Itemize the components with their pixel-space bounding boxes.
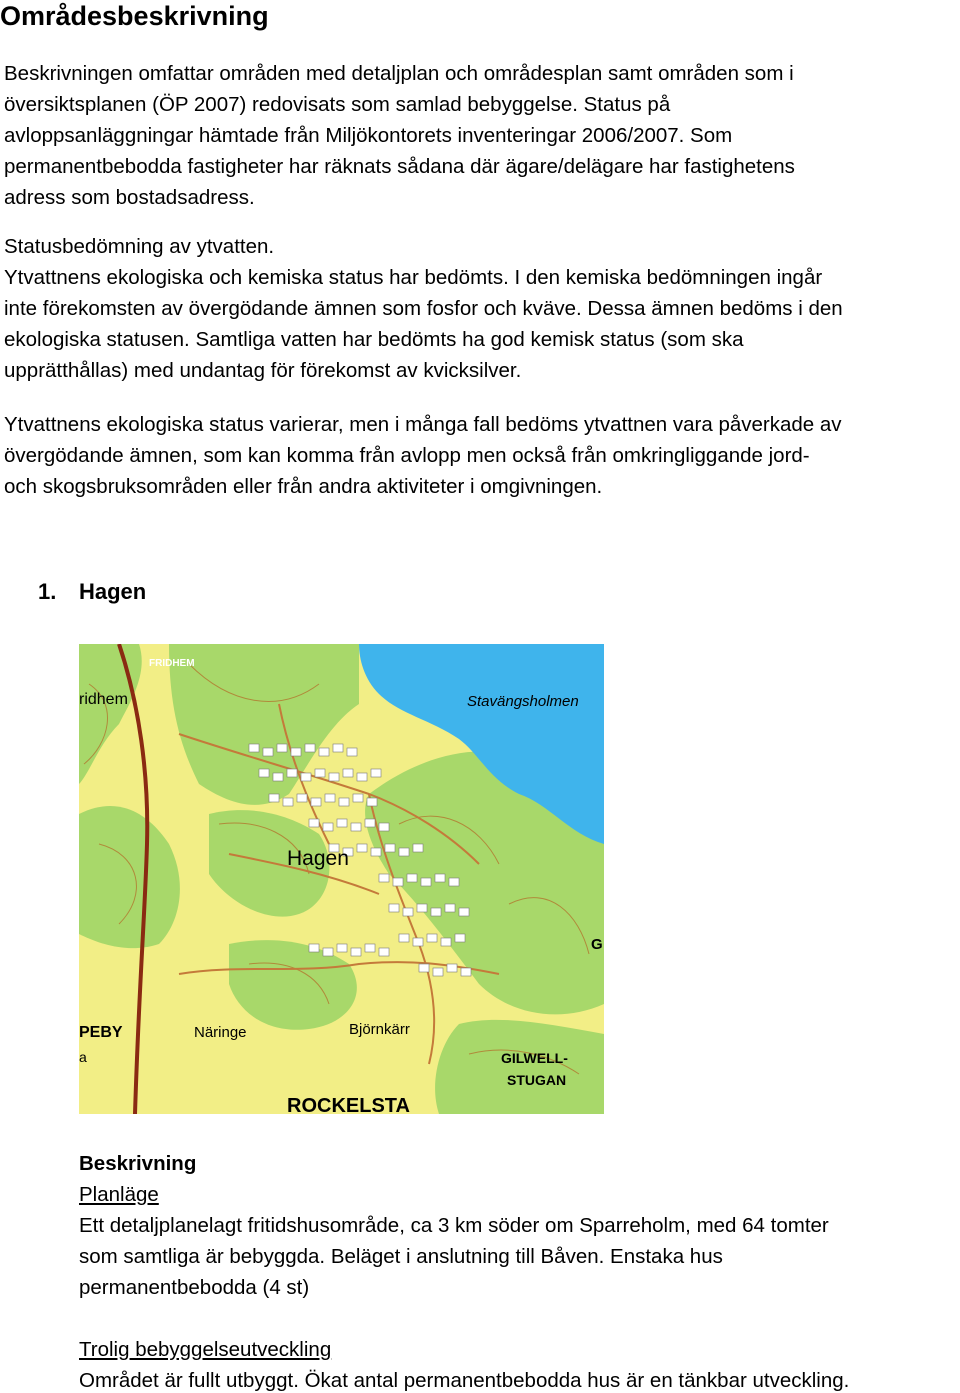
- status-line: Ytvattnens ekologiska och kemiska status har bedömts. I den kemiska bedömningen ingår: [4, 266, 823, 289]
- map-plot: [351, 823, 361, 831]
- map-label-stugan: STUGAN: [507, 1072, 567, 1088]
- map-plot: [413, 844, 423, 852]
- map-label-fridhem-left: ridhem: [79, 691, 128, 708]
- status-heading: Statusbedömning av ytvatten.: [4, 235, 275, 258]
- map-plot: [343, 769, 353, 777]
- map-plot: [379, 948, 389, 956]
- map-plot: [319, 748, 329, 756]
- area-map: [79, 644, 604, 1114]
- ecological-paragraph: [4, 409, 956, 502]
- map-plot: [379, 823, 389, 831]
- status-line: ekologiska statusen. Samtliga vatten har bedömts ha god kemisk status (som ska: [4, 328, 744, 351]
- map-plot: [357, 844, 367, 852]
- planlage-line: Ett detaljplanelagt fritidshusområde, ca 3 km söder om Sparreholm, med 64 tomter: [79, 1214, 829, 1237]
- status-line: inte förekomsten av övergödande ämnen som fosfor och kväve. Dessa ämnen bedöms i den: [4, 297, 843, 320]
- map-plot: [329, 773, 339, 781]
- beskrivning-heading: Beskrivning: [79, 1152, 197, 1175]
- map-plot: [407, 874, 417, 882]
- map-plot: [339, 798, 349, 806]
- map-plot: [263, 748, 273, 756]
- map-plot: [323, 948, 333, 956]
- map-plot: [421, 878, 431, 886]
- map-plot: [449, 878, 459, 886]
- map-plot: [385, 844, 395, 852]
- map-label-gilwell: GILWELL-: [501, 1050, 568, 1066]
- map-plot: [269, 794, 279, 802]
- section-heading: [38, 576, 146, 608]
- map-plot: [297, 794, 307, 802]
- development-block: [79, 1334, 959, 1393]
- map-plot: [291, 748, 301, 756]
- map-plot: [445, 904, 455, 912]
- map-label-bjornkarr: Björnkärr: [349, 1021, 410, 1038]
- map-plot: [379, 874, 389, 882]
- map-plot: [347, 748, 357, 756]
- map-plot: [399, 934, 409, 942]
- map-plot: [413, 938, 423, 946]
- map-plot: [311, 798, 321, 806]
- map-label-rockelsta: ROCKELSTA: [287, 1095, 410, 1114]
- map-plot: [309, 944, 319, 952]
- map-plot: [461, 968, 471, 976]
- map-label-stavangsholmen: Stavängsholmen: [467, 693, 579, 710]
- intro-line: översiktsplanen (ÖP 2007) redovisats som samlad bebyggelse. Status på: [4, 93, 671, 116]
- map-plot: [323, 823, 333, 831]
- map-plot: [305, 744, 315, 752]
- map-plot: [389, 904, 399, 912]
- map-plot: [459, 908, 469, 916]
- map-plot: [419, 964, 429, 972]
- page-title: Områdesbeskrivning: [0, 1, 269, 31]
- eco-line: Ytvattnens ekologiska status varierar, men i många fall bedöms ytvattnen vara påverkade av: [4, 413, 842, 436]
- planlage-line: som samtliga är bebyggda. Beläget i anslutning till Båven. Enstaka hus: [79, 1245, 723, 1268]
- map-plot: [417, 904, 427, 912]
- map-plot: [435, 874, 445, 882]
- status-paragraph: [4, 231, 956, 386]
- map-plot: [393, 878, 403, 886]
- map-plot: [309, 819, 319, 827]
- map-plot: [333, 744, 343, 752]
- map-label-a: a: [79, 1049, 87, 1065]
- map-plot: [287, 769, 297, 777]
- map-label-hagen: Hagen: [287, 847, 349, 870]
- map-plot: [337, 944, 347, 952]
- planlage-heading: Planläge: [79, 1183, 159, 1206]
- map-plot: [433, 968, 443, 976]
- map-plot: [367, 798, 377, 806]
- description-block: [79, 1148, 959, 1303]
- map-plot: [249, 744, 259, 752]
- map-plot: [273, 773, 283, 781]
- map-plot: [277, 744, 287, 752]
- intro-paragraph: [4, 58, 956, 213]
- map-plot: [455, 934, 465, 942]
- map-plot: [325, 794, 335, 802]
- map-label-naringe: Näringe: [194, 1024, 247, 1041]
- planlage-line: permanentbebodda (4 st): [79, 1276, 310, 1299]
- intro-line: Beskrivningen omfattar områden med detaljplan och områdesplan samt områden som i: [4, 62, 794, 85]
- map-plot: [365, 819, 375, 827]
- map-plot: [431, 908, 441, 916]
- map-plot: [427, 934, 437, 942]
- map-graphic: [79, 644, 604, 1114]
- map-plot: [283, 798, 293, 806]
- map-label-fridhem: FRIDHEM: [149, 658, 195, 669]
- eco-line: och skogsbruksområden eller från andra aktiviteter i omgivningen.: [4, 475, 603, 498]
- map-plot: [301, 773, 311, 781]
- map-plot: [357, 773, 367, 781]
- map-plot: [447, 964, 457, 972]
- map-plot: [315, 769, 325, 777]
- map-plot: [399, 848, 409, 856]
- map-plot: [371, 769, 381, 777]
- intro-line: avloppsanläggningar hämtade från Miljökontorets inventeringar 2006/2007. Som: [4, 124, 733, 147]
- intro-line: adress som bostadsadress.: [4, 186, 255, 209]
- map-plot: [337, 819, 347, 827]
- map-plot: [351, 948, 361, 956]
- status-line: upprätthållas) med undantag för förekomst av kvicksilver.: [4, 359, 522, 382]
- map-plot: [441, 938, 451, 946]
- map-plot: [403, 908, 413, 916]
- utveckling-text: Området är fullt utbyggt. Ökat antal permanentbebodda hus är en tänkbar utveckling.: [79, 1369, 850, 1392]
- map-label-peby: PEBY: [79, 1024, 123, 1041]
- map-forest-area: [435, 1020, 604, 1114]
- section-number: 1.: [38, 579, 57, 604]
- map-plot: [365, 944, 375, 952]
- eco-line: övergödande ämnen, som kan komma från avlopp men också från omkringliggande jord-: [4, 444, 810, 467]
- section-name: Hagen: [79, 579, 147, 604]
- map-plot: [259, 769, 269, 777]
- map-label-g: G: [591, 936, 603, 953]
- intro-line: permanentbebodda fastigheter har räknats sådana där ägare/delägare har fastighetens: [4, 155, 795, 178]
- map-plot: [353, 794, 363, 802]
- map-plot: [371, 848, 381, 856]
- utveckling-heading: Trolig bebyggelseutveckling: [79, 1338, 332, 1361]
